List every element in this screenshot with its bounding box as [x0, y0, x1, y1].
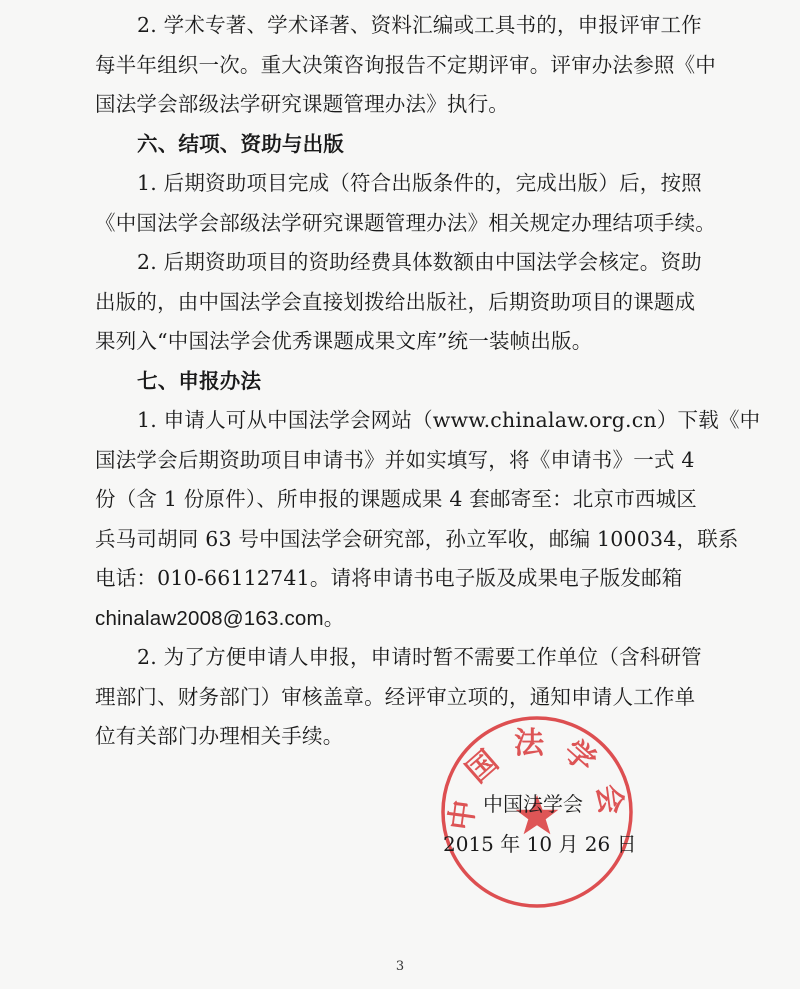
- paragraph-line: 每半年组织一次。重大决策咨询报告不定期评审。评审办法参照《中: [95, 52, 716, 77]
- document-body: [95, 6, 761, 757]
- paragraph-line: 位有关部门办理相关手续。: [95, 724, 344, 748]
- paragraph-line: 2. 为了方便申请人申报，申请时暂不需要工作单位（含科研管: [137, 645, 702, 669]
- paragraph-line: 国法学会部级法学研究课题管理办法》执行。: [95, 92, 509, 116]
- paragraph-line: 份（含 1 份原件）、所申报的课题成果 4 套邮寄至：北京市西城区: [95, 487, 697, 511]
- page-number: 3: [395, 959, 405, 974]
- paragraph-line: 2. 后期资助项目的资助经费具体数额由中国法学会核定。资助: [137, 250, 702, 274]
- paragraph-line: 《中国法学会部级法学研究课题管理办法》相关规定办理结项手续。: [95, 210, 716, 235]
- paragraph-line: 国法学会后期资助项目申请书》并如实填写，将《申请书》一式 4: [95, 447, 695, 472]
- signature-date: 2015 年 10 月 26 日: [443, 832, 637, 856]
- section-heading: 七、申报办法: [137, 368, 262, 393]
- signature-organization: 中国法学会: [483, 792, 583, 816]
- paragraph-line: 兵马司胡同 63 号中国法学会研究部，孙立军收，邮编 100034，联系: [95, 526, 739, 551]
- paragraph-line: 电话：010-66112741。请将申请书电子版及成果电子版发邮箱: [95, 566, 683, 590]
- paragraph-line: 2. 学术专著、学术译著、资料汇编或工具书的，申报评审工作: [137, 13, 702, 37]
- paragraph-line: 果列入“中国法学会优秀课题成果文库”统一装帧出版。: [95, 329, 593, 353]
- email-line: chinalaw2008@163.com。: [95, 606, 345, 630]
- section-heading: 六、结项、资助与出版: [137, 131, 344, 156]
- paragraph-line: 理部门、财务部门）审核盖章。经评审立项的，通知申请人工作单: [95, 684, 696, 709]
- svg-text:中国法学会: 中国法学会: [443, 725, 631, 833]
- paragraph-line: 1. 后期资助项目完成（符合出版条件的，完成出版）后，按照: [137, 171, 702, 195]
- paragraph-line: 1. 申请人可从中国法学会网站（www.chinalaw.org.cn）下载《中: [137, 408, 761, 432]
- paragraph-line: 出版的，由中国法学会直接划拨给出版社，后期资助项目的课题成: [95, 289, 696, 314]
